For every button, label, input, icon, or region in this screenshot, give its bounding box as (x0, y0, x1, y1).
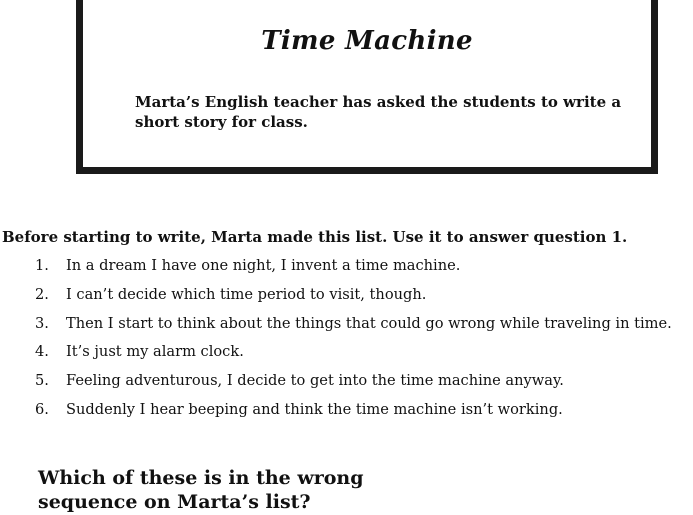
list-item-text: Suddenly I hear beeping and think the time machine isn’t working. (66, 400, 563, 418)
question-line: sequence on Marta’s list? (38, 491, 311, 513)
list-item-number: 4. (35, 343, 49, 361)
list-item-number: 5. (35, 372, 49, 390)
list-item-text: I can’t decide which time period to visit, though. (66, 285, 427, 303)
list-item-text: Feeling adventurous, I decide to get into the time machine anyway. (66, 372, 564, 390)
intro-text: Marta’s English teacher has asked the students to write a short story for class. (135, 93, 622, 131)
page-title: Time Machine (261, 26, 473, 56)
list-item-number: 3. (35, 314, 49, 332)
question-text (38, 466, 438, 514)
list-item-number: 1. (35, 257, 49, 274)
list-item-text: It’s just my alarm clock. (66, 343, 244, 361)
instruction-text: Before starting to write, Marta made this list. Use it to answer question 1. (2, 228, 628, 246)
question-line: Which of these is in the wrong (38, 467, 364, 489)
title-box (76, 0, 658, 174)
list-item-text: In a dream I have one night, I invent a time machine. (66, 257, 461, 274)
list-item-number: 6. (35, 400, 49, 418)
list-item-text: Then I start to think about the things that could go wrong while traveling in time. (66, 314, 672, 332)
list-item-number: 2. (35, 285, 49, 303)
